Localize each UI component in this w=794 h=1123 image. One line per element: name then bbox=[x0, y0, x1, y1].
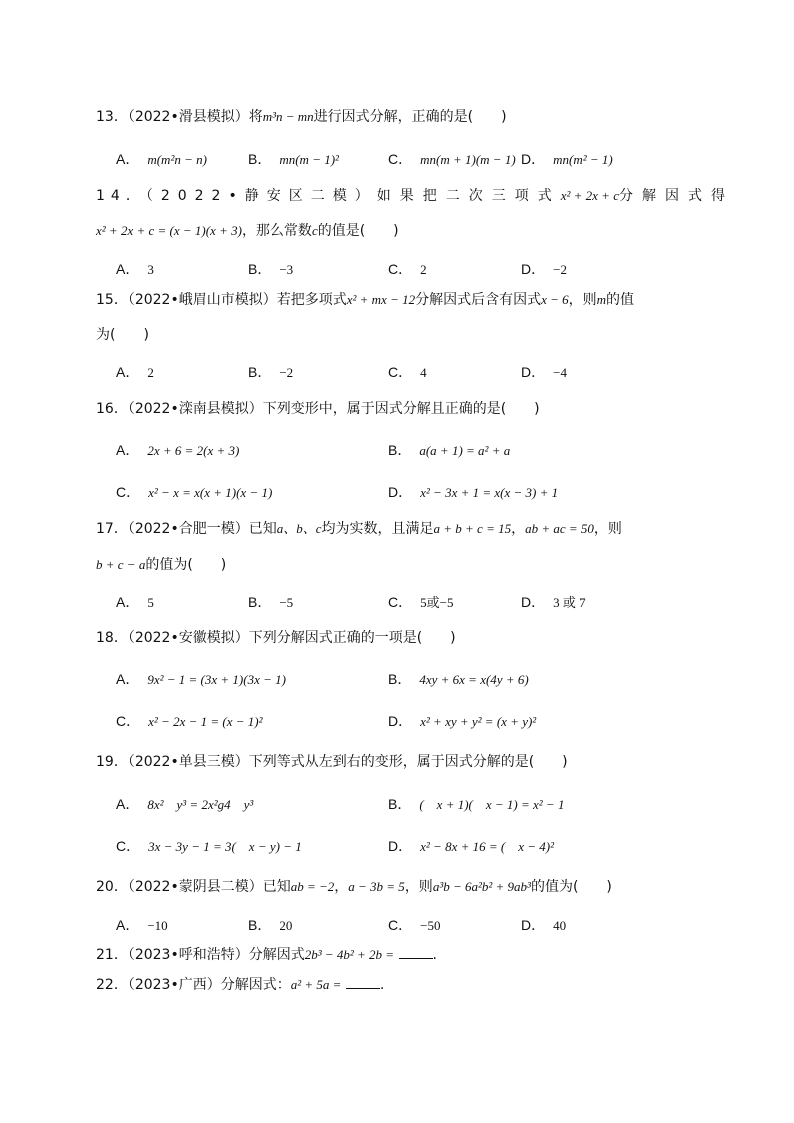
option-a[interactable]: A． 3 bbox=[116, 261, 154, 277]
question-source: （2023•呼和浩特） bbox=[127, 947, 249, 963]
option-b[interactable]: B． 20 bbox=[248, 917, 293, 933]
option-a[interactable]: A． −10 bbox=[116, 917, 168, 933]
option-b[interactable]: B． 4xy + 6x = x(4y + 6) bbox=[388, 671, 529, 687]
question-source: （2022•峨眉山市模拟） bbox=[127, 292, 277, 308]
answer-blank[interactable] bbox=[399, 946, 433, 959]
question-number: 20． bbox=[96, 879, 128, 895]
question-22-stem: 22．（2023•广西）分解因式：a² + 5a = . bbox=[96, 977, 385, 993]
option-c[interactable]: C． 4 bbox=[388, 364, 427, 380]
option-b[interactable]: B． ( x + 1)( x − 1) = x² − 1 bbox=[388, 796, 565, 812]
option-d[interactable]: D． x² − 8x + 16 = ( x − 4)² bbox=[388, 838, 554, 854]
question-15-stem: 15．（2022•峨眉山市模拟）若把多项式x² + mx − 12分解因式后含有因式x − 6，则m的值 bbox=[96, 292, 635, 308]
question-source: （2022•蒙阴县二模） bbox=[127, 879, 263, 895]
stem-expression: m³n − mn bbox=[262, 109, 314, 124]
option-a[interactable]: A． 8x² y³ = 2x²g4 y³ bbox=[116, 796, 254, 812]
question-number: 19． bbox=[96, 754, 128, 770]
option-d[interactable]: D． x² − 3x + 1 = x(x − 3) + 1 bbox=[388, 484, 559, 500]
option-b[interactable]: B． a(a + 1) = a² + a bbox=[388, 442, 511, 458]
question-source: （2023•广西） bbox=[127, 977, 221, 993]
option-d[interactable]: D． mn(m² − 1) bbox=[521, 151, 613, 167]
question-source: （2022•静安区二模） bbox=[145, 188, 377, 204]
question-number: 14． bbox=[96, 188, 146, 204]
question-source: （2022•单县三模） bbox=[127, 754, 249, 770]
option-d[interactable]: D． −2 bbox=[521, 261, 567, 277]
question-source: （2022•安徽模拟） bbox=[127, 630, 249, 646]
option-d[interactable]: D． 40 bbox=[521, 917, 567, 933]
question-number: 13． bbox=[96, 109, 128, 125]
question-source: （2022•合肥一模） bbox=[127, 521, 249, 537]
question-19-stem: 19．（2022•单县三模）下列等式从左到右的变形，属于因式分解的是( ) bbox=[96, 754, 568, 770]
option-c[interactable]: C． 2 bbox=[388, 261, 427, 277]
option-c[interactable]: C． −50 bbox=[388, 917, 441, 933]
question-13-stem bbox=[96, 108, 724, 126]
option-b[interactable]: B． mn(m − 1)² bbox=[248, 151, 339, 167]
option-a[interactable]: A． m(m²n − n) bbox=[116, 151, 207, 167]
option-b[interactable]: B． −3 bbox=[248, 261, 294, 277]
option-b[interactable]: B． −5 bbox=[248, 594, 294, 610]
option-d[interactable]: D． x² + xy + y² = (x + y)² bbox=[388, 713, 537, 729]
option-c[interactable]: C． x² − x = x(x + 1)(x − 1) bbox=[116, 484, 273, 500]
stem-text: 如果把二次三项式 bbox=[376, 188, 561, 204]
answer-blank[interactable] bbox=[346, 976, 380, 989]
stem-expression: x² + 2x + c bbox=[560, 188, 619, 203]
question-21-stem: 21．（2023•呼和浩特）分解因式2b³ − 4b² + 2b = . bbox=[96, 947, 437, 963]
option-c[interactable]: C． 5或−5 bbox=[388, 594, 454, 610]
stem-text: 分解因式得 bbox=[618, 188, 734, 204]
question-number: 18． bbox=[96, 630, 128, 646]
option-a[interactable]: A． 2x + 6 = 2(x + 3) bbox=[116, 442, 240, 458]
stem-text: 进行因式分解，正确的是( ) bbox=[313, 109, 507, 125]
question-number: 15． bbox=[96, 292, 128, 308]
option-a[interactable]: A． 9x² − 1 = (3x + 1)(3x − 1) bbox=[116, 671, 286, 687]
question-16-stem: 16．（2022•滦南县模拟）下列变形中，属于因式分解且正确的是( ) bbox=[96, 401, 540, 417]
question-17-stem: 17．（2022•合肥一模）已知a、b、c均为实数，且满足a + b + c = 15，ab + ac = 50，则 bbox=[96, 521, 622, 537]
question-number: 21． bbox=[96, 947, 128, 963]
stem-expression: x² + 2x + c = (x − 1)(x + 3) bbox=[96, 223, 242, 238]
question-15-stem-line2: 为( ) bbox=[96, 327, 149, 343]
question-18-stem: 18．（2022•安徽模拟）下列分解因式正确的一项是( ) bbox=[96, 630, 456, 646]
question-17-stem-line2: b + c − a的值为( ) bbox=[96, 557, 227, 573]
option-d[interactable]: D． −4 bbox=[521, 364, 567, 380]
option-a[interactable]: A． 5 bbox=[116, 594, 154, 610]
question-number: 17． bbox=[96, 521, 128, 537]
question-14-stem-line2: x² + 2x + c = (x − 1)(x + 3)，那么常数c的值是( ) bbox=[96, 223, 399, 239]
option-a[interactable]: A． 2 bbox=[116, 364, 154, 380]
question-20-stem: 20．（2022•蒙阴县二模）已知ab = −2，a − 3b = 5，则a³b − 6a²b² + 9ab³的值为( ) bbox=[96, 879, 612, 895]
question-source: （2022•滑县模拟） bbox=[127, 109, 249, 125]
question-number: 22． bbox=[96, 977, 128, 993]
stem-text: 将 bbox=[248, 109, 263, 125]
question-number: 16． bbox=[96, 401, 128, 417]
option-c[interactable]: C． mn(m + 1)(m − 1) bbox=[388, 151, 516, 167]
option-c[interactable]: C． x² − 2x − 1 = (x − 1)² bbox=[116, 713, 263, 729]
option-b[interactable]: B． −2 bbox=[248, 364, 294, 380]
option-c[interactable]: C． 3x − 3y − 1 = 3( x − y) − 1 bbox=[116, 838, 302, 854]
option-d[interactable]: D． 3 或 7 bbox=[521, 594, 586, 610]
question-14-stem bbox=[96, 187, 734, 205]
question-source: （2022•滦南县模拟） bbox=[127, 401, 263, 417]
